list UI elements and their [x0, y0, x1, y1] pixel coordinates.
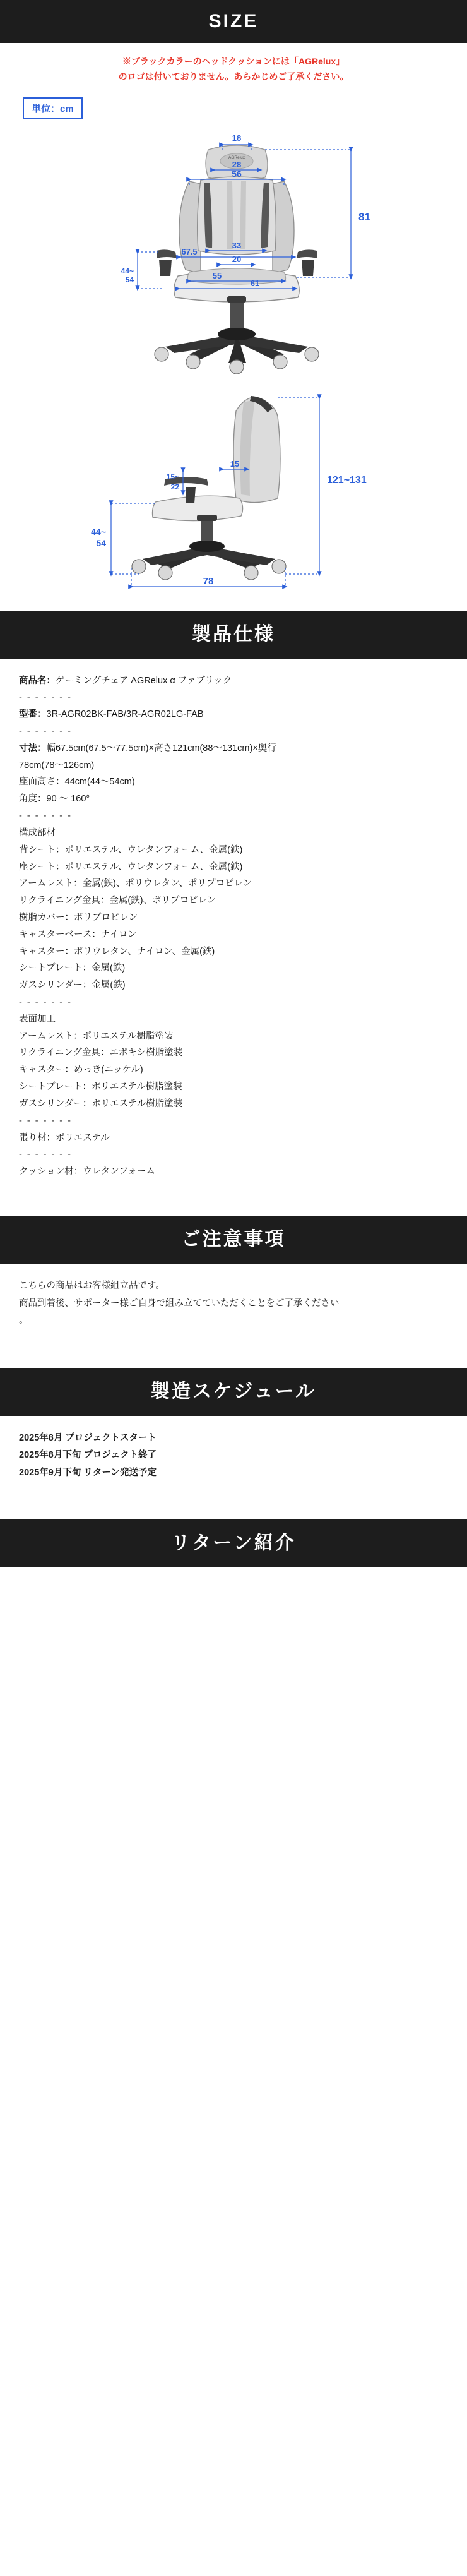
- dim-seat-depth: 33: [232, 240, 242, 250]
- caution-line-1: こちらの商品はお客様組立品です。: [19, 1280, 165, 1291]
- spec-separator: - - - - - - -: [19, 997, 72, 1008]
- dim-armrest-adjust-bottom: 22: [170, 482, 179, 491]
- spec-row: 張り材：ポリエステル: [19, 1132, 110, 1143]
- dim-seat-width-outer: 61: [250, 278, 260, 288]
- section-header-size: SIZE: [0, 0, 467, 43]
- schedule-list: [0, 1416, 467, 1501]
- spec-row: シートプレート：金属(鉄): [19, 963, 126, 974]
- spec-separator: - - - - - - -: [19, 1115, 72, 1126]
- dim-total-height: 121~131: [327, 474, 367, 486]
- section-header-schedule: 製造スケジュール: [0, 1368, 467, 1416]
- spec-row: [19, 673, 448, 690]
- dim-armrest-adjust-top: 15~: [166, 472, 179, 481]
- section-header-spec: 製品仕様: [0, 611, 467, 659]
- spec-row: 構成部材: [19, 827, 56, 838]
- spec-row: [19, 706, 448, 723]
- spacer: [0, 1349, 467, 1368]
- spec-separator: - - - - - - -: [19, 726, 72, 737]
- spec-row: ガスシリンダー：金属(鉄): [19, 980, 126, 991]
- dim-base-width: 78: [203, 575, 214, 587]
- spec-value: 3R-AGR02BK-FAB/3R-AGR02LG-FAB: [46, 709, 204, 720]
- spec-row: リクライニング金具：金属(鉄)、ポリプロピレン: [19, 896, 216, 906]
- spec-row: 座面高さ：44cm(44～54cm): [19, 777, 135, 788]
- spec-row: キャスターベース：ナイロン: [19, 929, 137, 940]
- spec-row: 座シート：ポリエステル、ウレタンフォーム、金属(鉄): [19, 861, 243, 872]
- svg-text:AGRelux: AGRelux: [228, 155, 245, 160]
- spec-value: ゲーミングチェア AGRelux α ファブリック: [56, 675, 232, 686]
- dim-back-total: 67.5: [181, 246, 198, 256]
- spacer: [0, 1197, 467, 1216]
- spec-row: キャスター：めっき(ニッケル): [19, 1065, 143, 1075]
- spec-key: 商品名：: [19, 675, 56, 686]
- dim-seat-height-1: 44~: [91, 526, 106, 537]
- dim-shoulder: 56: [232, 168, 242, 179]
- spec-row: 背シート：ポリエステル、ウレタンフォーム、金属(鉄): [19, 844, 243, 855]
- notice-block: [0, 43, 467, 88]
- spec-row: アームレスト：金属(鉄)、ポリウレタン、ポリプロピレン: [19, 878, 252, 889]
- spec-row: シートプレート：ポリエステル樹脂塗装: [19, 1082, 182, 1093]
- spec-row: 表面加工: [19, 1014, 56, 1024]
- spec-row: 角度：90 ～ 160°: [19, 794, 90, 805]
- caution-line-2: 商品到着後、サポーター様ご自身で組み立てていただくことをご了承ください: [19, 1298, 340, 1309]
- spec-key: 寸法：: [19, 743, 47, 753]
- spec-row: アームレスト：ポリエステル樹脂塗装: [19, 1031, 174, 1041]
- dim-head-width: 18: [232, 133, 242, 143]
- spec-key: 型番：: [19, 709, 47, 720]
- spacer: [0, 599, 467, 611]
- chair-base-side: [143, 541, 275, 569]
- spec-row: 樹脂カバー：ポリプロピレン: [19, 912, 138, 923]
- spacer: [0, 1501, 467, 1519]
- spec-row: [19, 740, 448, 757]
- chair-base-front: [165, 328, 308, 363]
- chair-armrest-left-front: [157, 249, 177, 276]
- spec-value: 幅67.5cm(67.5～77.5cm)×高さ121cm(88～131cm)×奥行: [46, 743, 276, 753]
- dim-backrest-height: 81: [358, 210, 370, 223]
- schedule-item: 2025年8月 プロジェクトスタート: [19, 1432, 157, 1443]
- dim-armrest-range-1: 44~: [121, 266, 134, 275]
- spec-separator: - - - - - - -: [19, 811, 72, 822]
- section-header-return: リターン紹介: [0, 1519, 467, 1567]
- notice-line-2: のロゴは付いておりません。あらかじめご了承ください。: [118, 71, 349, 81]
- dim-headrest-depth: 15: [230, 458, 240, 469]
- side-view-diagram: [0, 385, 467, 599]
- chair-backrest-side: [234, 396, 280, 503]
- dim-seat-width-inner: 55: [212, 270, 222, 280]
- unit-badge: 単位：cm: [23, 97, 83, 119]
- spec-separator: - - - - - - -: [19, 692, 72, 703]
- spec-row: 78cm(78～126cm): [19, 760, 95, 770]
- caution-line-3: 。: [19, 1315, 28, 1326]
- spec-row: リクライニング金具：エポキシ樹脂塗装: [19, 1048, 183, 1058]
- spec-separator: - - - - - - -: [19, 1149, 72, 1160]
- schedule-item: 2025年8月下旬 プロジェクト終了: [19, 1450, 157, 1461]
- front-view-diagram: [0, 119, 467, 385]
- spec-row: クッション材：ウレタンフォーム: [19, 1166, 155, 1177]
- dim-armrest-range-2: 54: [125, 275, 134, 284]
- schedule-item: 2025年9月下旬 リターン発送予定: [19, 1467, 157, 1478]
- dim-head-sub: 28: [232, 159, 242, 169]
- spec-row: ガスシリンダー：ポリエステル樹脂塗装: [19, 1098, 183, 1109]
- dim-seat-height-2: 54: [96, 537, 106, 548]
- chair-armrest-right-front: [297, 249, 317, 276]
- section-header-caution: ご注意事項: [0, 1216, 467, 1264]
- unit-badge-wrap: [0, 88, 467, 119]
- dim-seat-inner: 20: [232, 254, 242, 264]
- spec-row: キャスター：ポリウレタン、ナイロン、金属(鉄): [19, 946, 215, 957]
- caution-body: [0, 1264, 467, 1349]
- notice-line-1: ※ブラックカラーのヘッドクッションには「AGRelux」: [122, 56, 345, 66]
- spec-list: [0, 659, 467, 1197]
